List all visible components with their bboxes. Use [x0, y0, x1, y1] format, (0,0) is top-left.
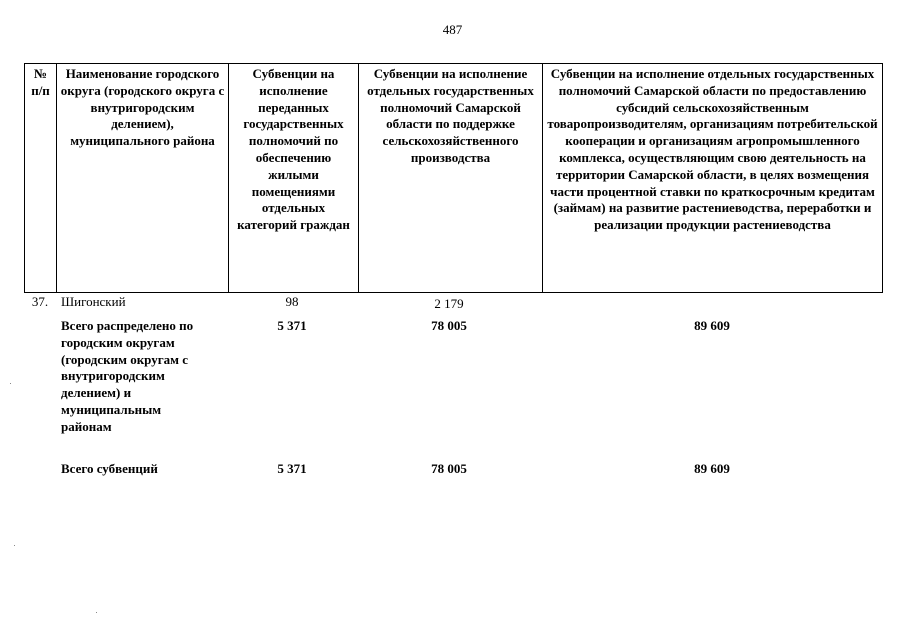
row-name: Шигонский	[61, 294, 126, 309]
total-row	[24, 461, 882, 479]
scan-speck	[10, 383, 11, 384]
total-distributed-agriculture: 78 005	[431, 318, 467, 333]
page-number: 487	[442, 22, 463, 37]
table-header	[24, 63, 883, 293]
header-housing-subvention: Субвенции на исполнение переданных государственных полномочий по обеспечению жилыми помещениями отдельных категорий граждан	[229, 64, 359, 293]
header-number: № п/п	[25, 64, 57, 293]
scan-speck	[14, 545, 15, 546]
total-interest: 89 609	[694, 461, 730, 476]
total-distributed-row	[24, 318, 882, 458]
header-interest-subsidy: Субвенции на исполнение отдельных государственных полномочий Самарской области по предоставлению субсидий сельскохозяйственным товаропроизводителям, организациям потребительской кооперации и организациям агропромышленного комплекса, осуществляющим свою деятельность на территории Самарской области, в целях возмещения части процентной ставки по краткосрочным кредитам (займам) на развитие растениеводства, переработки и реализации продукции растениеводства	[543, 64, 883, 293]
header-agriculture-subvention: Субвенции на исполнение отдельных государственных полномочий Самарской области по поддержке сельскохозяйственного производства	[359, 64, 543, 293]
header-name: Наименование городского округа (городского округа с внутригородским делением), муниципального района	[57, 64, 229, 293]
total-distributed-housing: 5 371	[277, 318, 307, 333]
table-row	[24, 294, 882, 312]
row-value-housing: 98	[285, 294, 299, 309]
total-agriculture: 78 005	[431, 461, 467, 476]
total-distributed-interest: 89 609	[694, 318, 730, 333]
total-housing: 5 371	[277, 461, 307, 476]
total-distributed-label: Всего распределено по городским округам (городским округам с внутригородским делением) и муниципальным районам	[61, 318, 194, 434]
total-label: Всего субвенций	[61, 461, 158, 476]
row-number: 37.	[31, 294, 49, 309]
row-value-agriculture: 2 179	[434, 296, 464, 311]
scan-speck	[96, 612, 97, 613]
